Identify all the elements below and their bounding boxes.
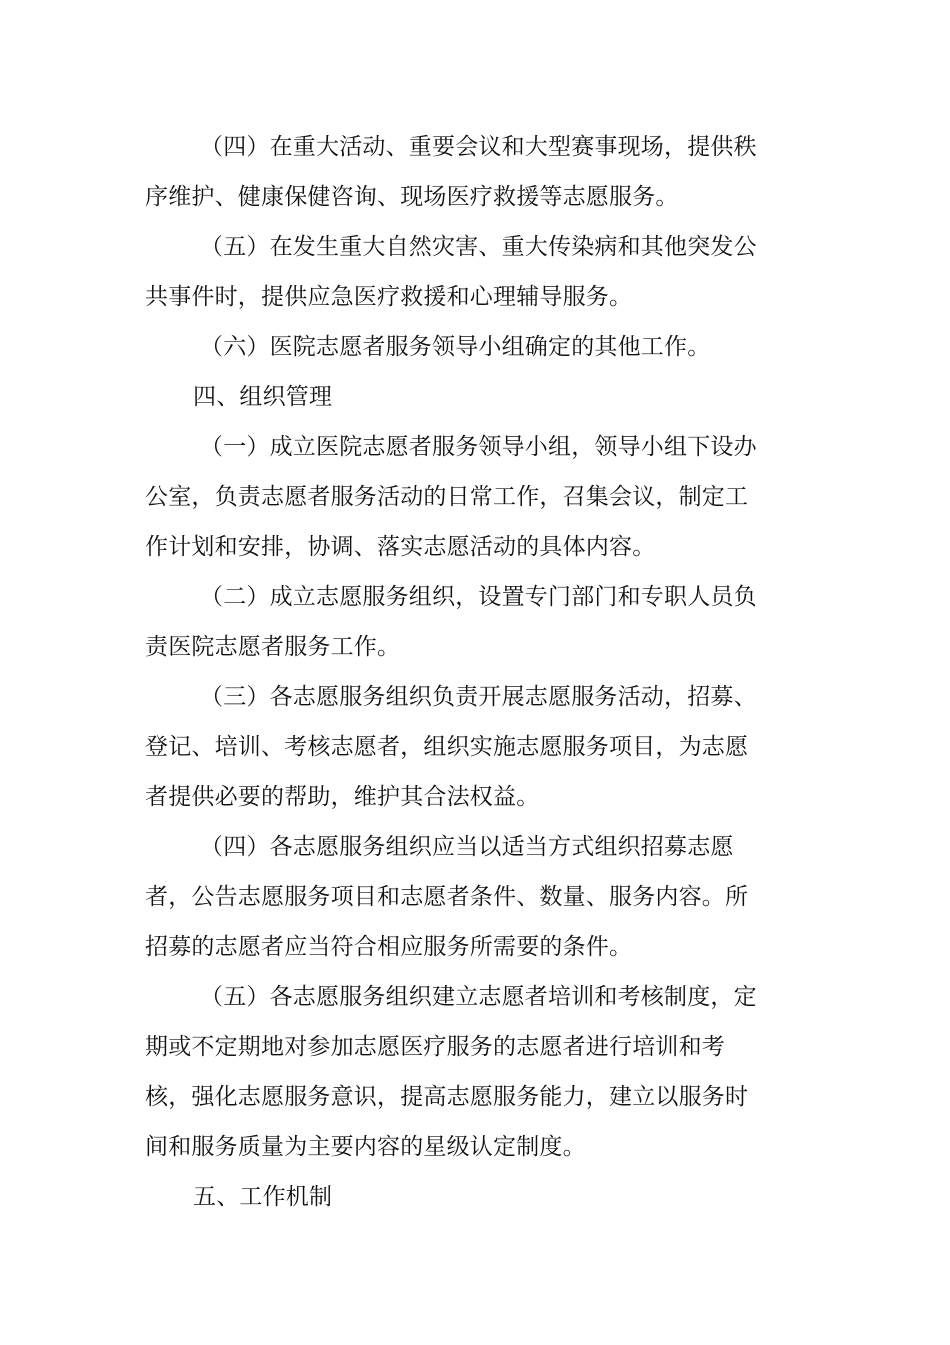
paragraph-line: （五）在发生重大自然灾害、重大传染病和其他突发公	[200, 234, 757, 260]
paragraph-line: 公室，负责志愿者服务活动的日常工作，召集会议，制定工	[145, 484, 749, 510]
paragraph-line: （一）成立医院志愿者服务领导小组，领导小组下设办	[200, 434, 757, 460]
paragraph-line: 作计划和安排，协调、落实志愿活动的具体内容。	[145, 534, 656, 560]
paragraph-line: （四）在重大活动、重要会议和大型赛事现场，提供秩	[200, 134, 757, 160]
paragraph-line: 序维护、健康保健咨询、现场医疗救援等志愿服务。	[145, 184, 679, 210]
section-heading: 五、工作机制	[193, 1184, 333, 1210]
paragraph-line: 共事件时，提供应急医疗救援和心理辅导服务。	[145, 284, 633, 310]
paragraph-line: 间和服务质量为主要内容的星级认定制度。	[145, 1134, 586, 1160]
paragraph-line: 期或不定期地对参加志愿医疗服务的志愿者进行培训和考	[145, 1034, 725, 1060]
paragraph-line: 核，强化志愿服务意识，提高志愿服务能力，建立以服务时	[145, 1084, 749, 1110]
section-heading: 四、组织管理	[193, 384, 333, 410]
paragraph-line: 者，公告志愿服务项目和志愿者条件、数量、服务内容。所	[145, 884, 749, 910]
paragraph-line: （四）各志愿服务组织应当以适当方式组织招募志愿	[200, 834, 734, 860]
paragraph-line: 责医院志愿者服务工作。	[145, 634, 401, 660]
paragraph-line: 招募的志愿者应当符合相应服务所需要的条件。	[145, 934, 633, 960]
paragraph-line: （六）医院志愿者服务领导小组确定的其他工作。	[200, 334, 711, 360]
paragraph-line: 登记、培训、考核志愿者，组织实施志愿服务项目，为志愿	[145, 734, 749, 760]
paragraph-line: （二）成立志愿服务组织，设置专门部门和专职人员负	[200, 584, 757, 610]
paragraph-line: （五）各志愿服务组织建立志愿者培训和考核制度，定	[200, 984, 757, 1010]
paragraph-line: 者提供必要的帮助，维护其合法权益。	[145, 784, 540, 810]
paragraph-line: （三）各志愿服务组织负责开展志愿服务活动，招募、	[200, 684, 757, 710]
